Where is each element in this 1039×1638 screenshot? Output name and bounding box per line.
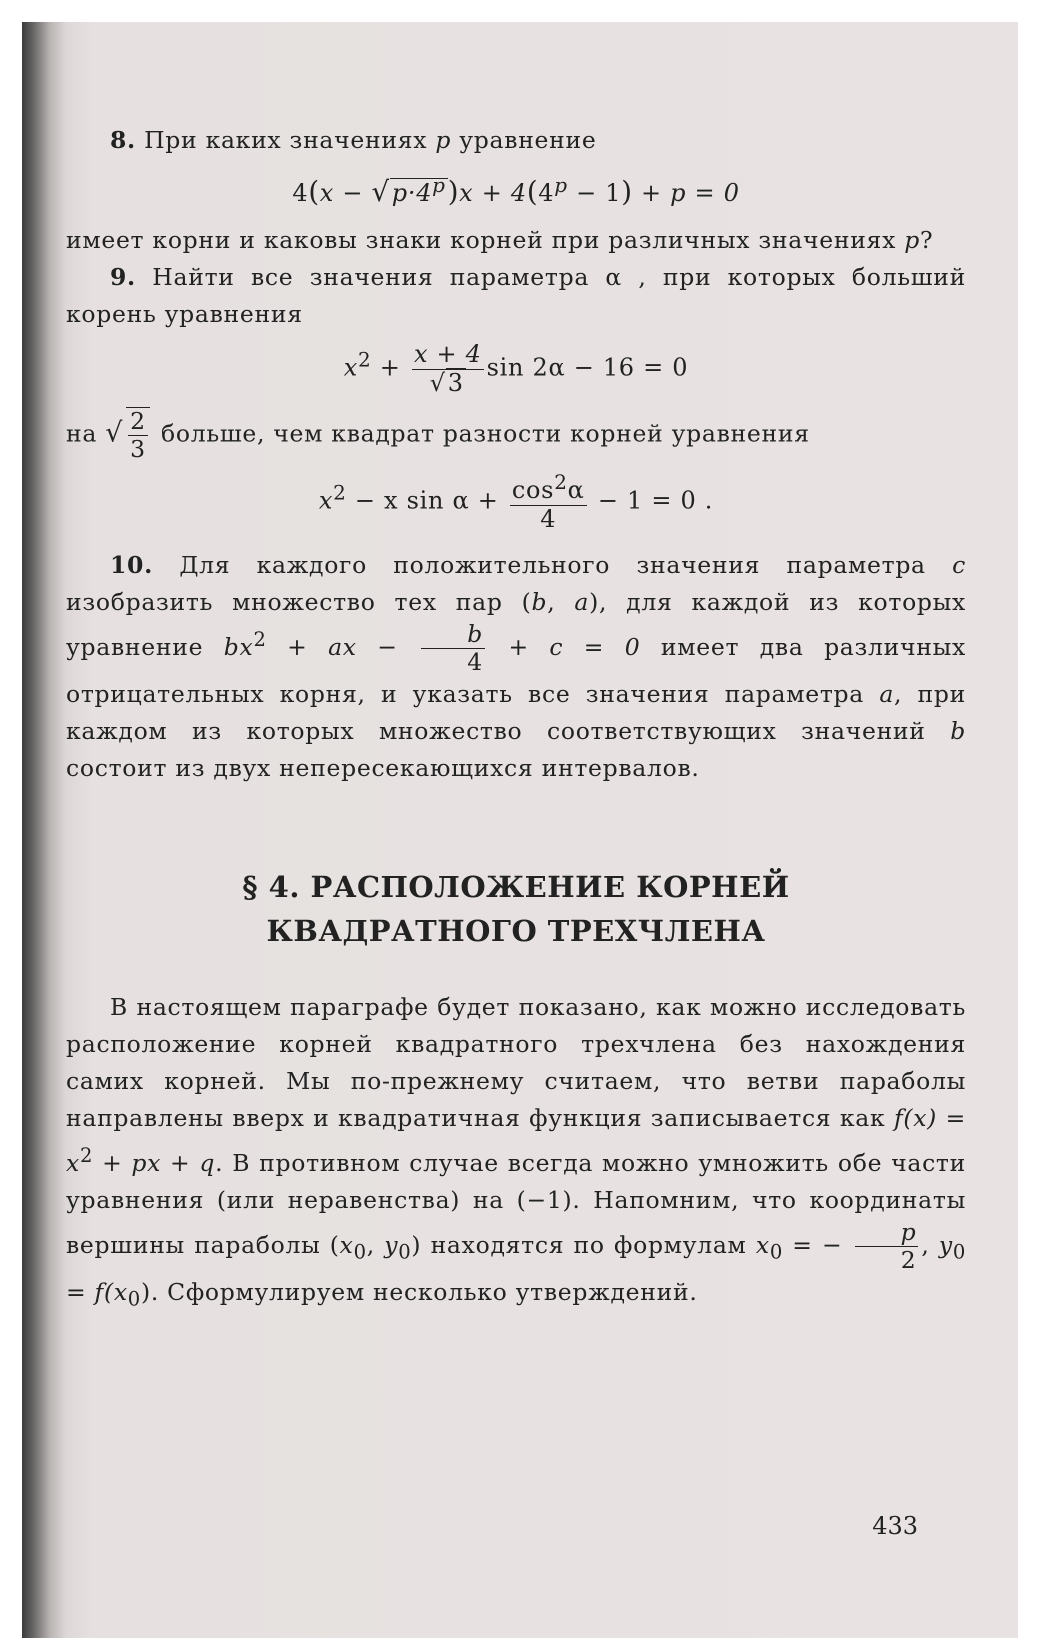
section-heading-line-1: § 4. РАСПОЛОЖЕНИЕ КОРНЕЙ (242, 870, 790, 905)
text: , (547, 588, 575, 617)
text: , (366, 1231, 385, 1260)
problem-8-equation (66, 167, 966, 212)
problem-9-statement (66, 259, 966, 333)
math: α (567, 476, 585, 505)
exponent: 2 (554, 470, 568, 495)
math-var: c (952, 551, 966, 580)
subscript: 0 (353, 1240, 367, 1264)
text: состоит из двух непересекающихся интервалов. (66, 754, 700, 783)
math: x (755, 1231, 770, 1260)
math: + ax − (266, 633, 419, 662)
denominator: 4 (540, 504, 557, 533)
text: . В противном случае всегда можно умножить обе части уравнения (или неравенства) на (−1). Напомним, что координаты вершины параболы ( (66, 1149, 966, 1260)
text: больше, чем квадрат разности корней уравнения (152, 419, 810, 448)
math: + (371, 353, 409, 382)
problem-9-equation-2 (66, 471, 966, 533)
math-var: a (879, 680, 895, 709)
text: Найти все значения параметра α , при которых больший корень уравнения (66, 263, 966, 328)
math: + p = 0 (632, 179, 740, 207)
math: cos (511, 476, 555, 505)
paren-right: ) (447, 175, 460, 208)
math: − 1 (567, 179, 622, 207)
math: p·4 (391, 179, 433, 207)
text: уравнение (451, 126, 597, 154)
problem-number: 9. (110, 263, 136, 291)
paren-left: ( (308, 175, 320, 208)
fraction (412, 341, 484, 397)
math: x (343, 353, 359, 382)
denominator: 2 (900, 1246, 917, 1275)
text: изобразить множество тех пар ( (66, 588, 532, 617)
text: ? (919, 226, 934, 254)
math-var: y (384, 1231, 399, 1260)
exponent: p (554, 173, 568, 197)
math: ) (140, 1278, 151, 1307)
math-var: p (435, 126, 452, 154)
radicand: 3 (447, 368, 464, 397)
math: f(x) = x (66, 1104, 966, 1178)
math: = − (782, 1231, 852, 1260)
denominator: 3 (130, 435, 146, 464)
numerator: b (421, 621, 485, 649)
math: − (334, 179, 372, 207)
fraction (421, 621, 485, 676)
math-var: x (339, 1231, 354, 1260)
text: Для каждого положительного значения параметра (152, 551, 953, 580)
problem-8-statement (66, 122, 966, 159)
math: − 1 = 0 . (589, 486, 714, 515)
exponent: 2 (358, 347, 372, 372)
problem-number: 8. (110, 126, 136, 154)
math-var: b (950, 717, 966, 746)
fraction (510, 471, 587, 533)
math: , (921, 1231, 939, 1260)
math: − x sin α + (346, 486, 507, 515)
paren-right: ) (621, 175, 633, 208)
exponent: 2 (253, 628, 267, 652)
subscript: 0 (769, 1240, 783, 1264)
exponent: 2 (333, 480, 347, 505)
radical-sign: √ (371, 175, 390, 208)
denominator: 4 (467, 648, 483, 677)
math: x + 4 (459, 179, 527, 207)
section-heading-line-2: КВАДРАТНОГО ТРЕХЧЛЕНА (266, 914, 766, 949)
math: = f(x (66, 1278, 128, 1307)
text: ) находятся по формулам (411, 1231, 756, 1260)
text: При каких значениях (144, 126, 436, 154)
math: x (318, 486, 334, 515)
numerator: 2 (130, 407, 146, 436)
text: , при каждом из которых множество соответствующих значений (66, 680, 966, 746)
subscript: 0 (127, 1287, 141, 1311)
text: . Сформулируем несколько утверждений. (150, 1278, 698, 1307)
math: 4 (292, 179, 309, 207)
math-var: b (531, 588, 548, 617)
math-var: p (904, 226, 920, 254)
page-number: 433 (872, 1512, 918, 1540)
paren-left: ( (526, 175, 539, 208)
math: + px + q (93, 1149, 216, 1178)
text: ), для каждой из которых уравнение (66, 588, 967, 662)
text: В настоящем параграфе будет показано, как можно исследовать расположение корней квадратного трехчлена без нахождения самих корней. Мы по-прежнему считаем, что ветви параболы направлены вверх и квадратичная функция записывается как (66, 993, 966, 1133)
fraction (855, 1219, 919, 1274)
math: + c = 0 (487, 633, 641, 662)
math: x (319, 179, 335, 207)
exponent: p (432, 173, 446, 197)
numerator (510, 471, 587, 506)
numerator: p (855, 1219, 919, 1247)
section-heading (66, 865, 966, 953)
text: имеет два различных отрицательных корня, и указать все значения параметра (66, 633, 966, 709)
text: на (66, 419, 98, 448)
section-intro-paragraph (66, 989, 966, 1318)
math-var: a (574, 588, 590, 617)
radical-sign: √ (105, 417, 124, 449)
math: y (938, 1231, 953, 1260)
radicand (390, 173, 448, 207)
math: 4 (538, 179, 555, 207)
numerator: x + 4 (413, 340, 482, 368)
fraction (126, 407, 150, 463)
problem-10-statement (66, 547, 966, 787)
subscript: 0 (952, 1240, 966, 1264)
math: bx (223, 633, 254, 662)
denominator: √3 (429, 368, 464, 397)
book-page (22, 22, 1018, 1638)
problem-9-condition (66, 407, 966, 463)
exponent: 2 (79, 1144, 94, 1168)
subscript: 0 (398, 1240, 412, 1264)
page-content (66, 122, 966, 1318)
text: имеет корни и каковы знаки корней при различных значениях (66, 226, 905, 254)
math: sin 2α − 16 = 0 (486, 353, 689, 382)
problem-number: 10. (110, 551, 153, 580)
problem-8-question (66, 222, 966, 259)
problem-9-equation-1 (66, 341, 966, 397)
